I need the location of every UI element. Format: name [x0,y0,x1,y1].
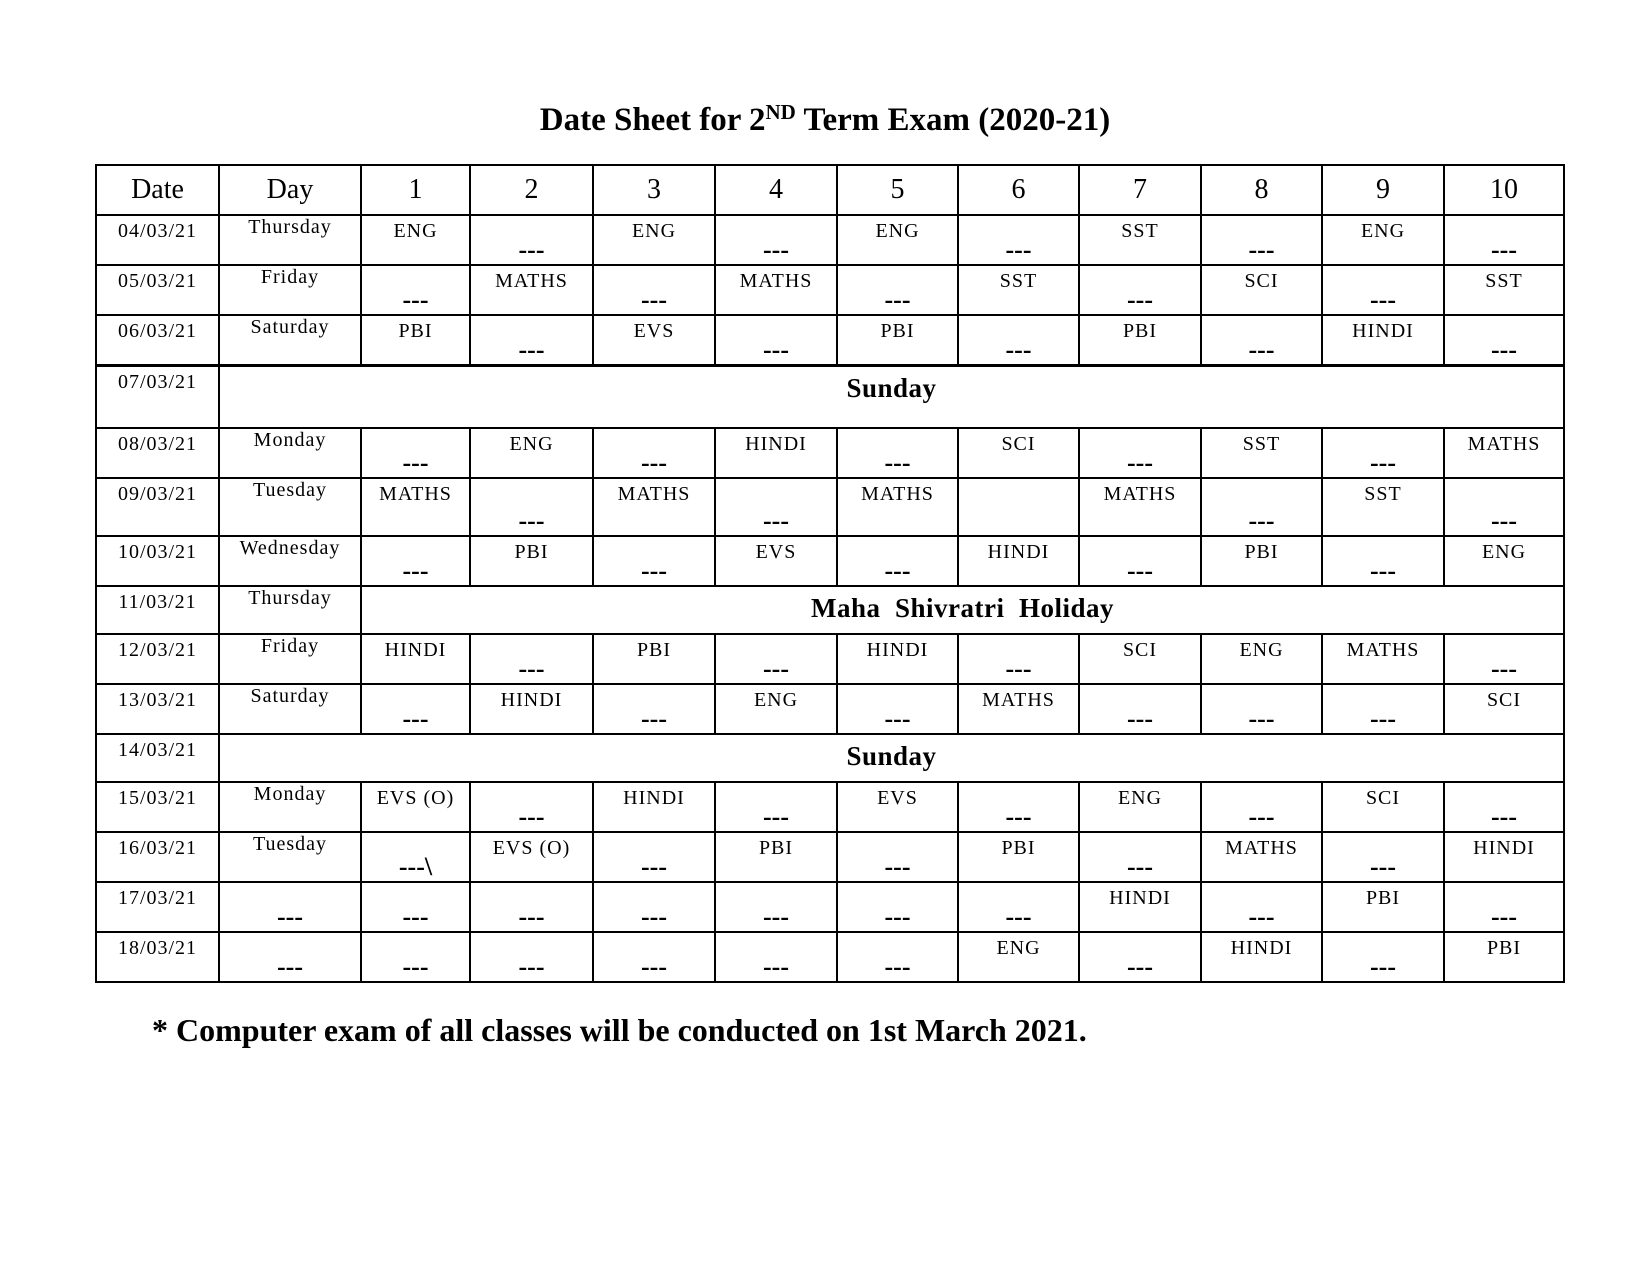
title-suffix: Term Exam (2020-21) [795,102,1111,138]
no-exam-marker: --- [763,654,789,683]
no-exam-cell [958,634,1079,684]
no-exam-marker: --- [1127,448,1153,477]
day-cell: Wednesday [219,536,361,586]
table-row [96,782,1564,832]
date-cell: 13/03/21 [96,684,219,734]
subject-cell: MATHS [1444,428,1564,478]
no-exam-marker: --- [1005,235,1032,264]
no-exam-marker: --- [763,902,789,931]
subject-cell: SST [1444,265,1564,315]
table-row [96,265,1564,315]
date-sheet-table [95,164,1565,983]
no-exam-marker: --- [641,902,667,931]
table-row [96,428,1564,478]
table-row [96,478,1564,536]
no-exam-marker: --- [641,952,667,981]
table-row [96,215,1564,265]
subject-cell: PBI [1322,882,1444,932]
date-cell: 05/03/21 [96,265,219,315]
no-exam-marker: ---\ [398,852,433,881]
date-cell: 08/03/21 [96,428,219,478]
date-cell: 12/03/21 [96,634,219,684]
day-cell: Thursday [219,215,361,265]
no-exam-cell [361,265,470,315]
subject-cell: ENG [1079,782,1201,832]
date-cell: 10/03/21 [96,536,219,586]
day-cell: Friday [219,634,361,684]
no-exam-cell [593,536,715,586]
no-exam-marker: --- [1005,334,1032,364]
title-prefix: Date Sheet for 2 [539,102,766,138]
no-exam-cell [715,215,837,265]
table-row [96,832,1564,882]
subject-cell: MATHS [470,265,593,315]
table-row [96,365,1564,428]
no-exam-marker: --- [402,556,429,585]
no-exam-cell [470,478,593,536]
subject-cell: PBI [1079,315,1201,365]
date-sheet-body [96,165,1564,982]
table-row [96,734,1564,782]
no-exam-marker: --- [518,952,545,981]
subject-cell: MATHS [593,478,715,536]
subject-cell: PBI [715,832,837,882]
page-title [0,100,1650,140]
table-row [96,634,1564,684]
no-exam-marker: --- [641,448,667,477]
subject-cell: HINDI [1444,832,1564,882]
day-cell: Thursday [219,586,361,634]
no-exam-cell [837,428,958,478]
subject-cell: SCI [1079,634,1201,684]
date-cell: 04/03/21 [96,215,219,265]
header-cell: 7 [1079,165,1201,215]
table-row [96,684,1564,734]
subject-cell: PBI [593,634,715,684]
no-exam-cell [593,882,715,932]
subject-cell: ENG [593,215,715,265]
no-exam-cell [837,932,958,982]
subject-cell: MATHS [837,478,958,536]
no-exam-cell [1201,782,1322,832]
no-exam-cell [715,315,837,365]
subject-cell: EVS [837,782,958,832]
subject-cell: PBI [361,315,470,365]
table-row [96,536,1564,586]
subject-cell: ENG [1201,634,1322,684]
no-exam-cell [1322,428,1444,478]
date-cell: 17/03/21 [96,882,219,932]
no-exam-marker: --- [884,852,911,881]
holiday-cell: Sunday [219,734,1564,782]
table-row [96,586,1564,634]
table-row [96,315,1564,365]
no-exam-marker: --- [1491,334,1517,364]
no-exam-cell [1322,265,1444,315]
no-exam-cell [1444,882,1564,932]
holiday-cell: Sunday [219,365,1564,428]
no-exam-cell [1444,315,1564,365]
subject-cell: PBI [1444,932,1564,982]
no-exam-cell [1322,832,1444,882]
no-exam-cell [470,634,593,684]
no-exam-marker: --- [277,902,303,931]
no-exam-marker: --- [402,704,429,733]
table-row [96,882,1564,932]
no-exam-cell [1079,932,1201,982]
no-exam-marker: --- [1491,506,1517,535]
header-cell: 5 [837,165,958,215]
header-cell: 2 [470,165,593,215]
date-cell: 15/03/21 [96,782,219,832]
subject-cell: HINDI [958,536,1079,586]
subject-cell: PBI [1201,536,1322,586]
date-cell: 06/03/21 [96,315,219,365]
subject-cell: ENG [837,215,958,265]
no-exam-marker: --- [1248,506,1275,535]
subject-cell: ENG [470,428,593,478]
header-cell: 6 [958,165,1079,215]
no-exam-marker: --- [884,704,911,733]
no-exam-cell [470,315,593,365]
no-exam-marker: --- [1491,802,1517,831]
no-exam-marker: --- [518,506,545,535]
subject-cell: ENG [1322,215,1444,265]
subject-cell: HINDI [1322,315,1444,365]
date-cell: 11/03/21 [96,586,219,634]
footnote: * Computer exam of all classes will be conducted on 1st March 2021. [152,1012,1087,1048]
subject-cell: ENG [1444,536,1564,586]
no-exam-marker: --- [1127,704,1153,733]
date-cell: 14/03/21 [96,734,219,782]
no-exam-marker: --- [641,852,667,881]
no-exam-marker: --- [1248,802,1275,831]
no-exam-cell [361,832,470,882]
no-exam-cell [470,882,593,932]
no-exam-marker: --- [402,952,429,981]
subject-cell: SCI [1201,265,1322,315]
no-exam-cell [837,882,958,932]
subject-cell: PBI [837,315,958,365]
header-row [96,165,1564,215]
no-exam-cell [715,634,837,684]
no-exam-marker: --- [763,802,789,831]
subject-cell: MATHS [1079,478,1201,536]
no-exam-cell [1444,782,1564,832]
subject-cell: HINDI [715,428,837,478]
no-exam-cell [1201,882,1322,932]
subject-cell: PBI [958,832,1079,882]
no-exam-cell [219,932,361,982]
no-exam-cell [958,882,1079,932]
header-cell: 10 [1444,165,1564,215]
no-exam-marker: --- [1370,952,1396,981]
day-cell: Tuesday [219,832,361,882]
no-exam-marker: --- [518,334,545,364]
no-exam-cell [837,832,958,882]
no-exam-cell [361,536,470,586]
no-exam-marker: --- [884,448,911,477]
day-cell: Saturday [219,315,361,365]
no-exam-cell [715,782,837,832]
no-exam-marker: --- [1005,802,1032,831]
no-exam-marker: --- [641,556,667,585]
subject-cell: SCI [958,428,1079,478]
no-exam-marker: --- [518,902,545,931]
no-exam-cell [593,428,715,478]
no-exam-cell [593,684,715,734]
no-exam-marker: --- [1127,952,1153,981]
subject-cell: SST [1079,215,1201,265]
no-exam-cell [837,536,958,586]
no-exam-marker: --- [1248,334,1275,364]
subject-cell: MATHS [1201,832,1322,882]
day-cell: Monday [219,428,361,478]
day-cell: Friday [219,265,361,315]
no-exam-cell [715,478,837,536]
no-exam-cell [1079,684,1201,734]
no-exam-marker: --- [1491,654,1517,683]
no-exam-marker: --- [763,952,789,981]
no-exam-cell [1201,684,1322,734]
no-exam-cell [1201,215,1322,265]
no-exam-marker: --- [1248,235,1275,264]
no-exam-marker: --- [1248,704,1275,733]
subject-cell: EVS (O) [361,782,470,832]
header-cell: 9 [1322,165,1444,215]
no-exam-marker: --- [763,235,789,264]
no-exam-cell [958,215,1079,265]
no-exam-cell [361,882,470,932]
no-exam-marker: --- [1491,235,1517,264]
subject-cell [958,478,1079,536]
no-exam-marker: --- [1491,902,1517,931]
header-cell: 3 [593,165,715,215]
no-exam-marker: --- [884,952,911,981]
no-exam-marker: --- [1005,654,1032,683]
no-exam-cell [593,932,715,982]
no-exam-cell [470,782,593,832]
no-exam-marker: --- [641,285,667,314]
no-exam-marker: --- [402,285,429,314]
no-exam-marker: --- [763,334,789,364]
no-exam-marker: --- [402,902,429,931]
subject-cell: SST [1322,478,1444,536]
subject-cell: EVS (O) [470,832,593,882]
no-exam-cell [470,215,593,265]
no-exam-cell [715,932,837,982]
date-cell: 09/03/21 [96,478,219,536]
no-exam-marker: --- [1370,852,1396,881]
no-exam-cell [1322,536,1444,586]
subject-cell: SST [958,265,1079,315]
no-exam-cell [1201,315,1322,365]
header-cell: Date [96,165,219,215]
no-exam-marker: --- [884,556,911,585]
no-exam-marker: --- [884,902,911,931]
header-cell: 4 [715,165,837,215]
no-exam-cell [361,932,470,982]
subject-cell: SCI [1444,684,1564,734]
subject-cell: MATHS [958,684,1079,734]
no-exam-cell [1079,428,1201,478]
subject-cell: HINDI [361,634,470,684]
no-exam-cell [1201,478,1322,536]
no-exam-cell [958,782,1079,832]
no-exam-cell [1444,634,1564,684]
no-exam-cell [361,684,470,734]
no-exam-cell [593,832,715,882]
no-exam-marker: --- [641,704,667,733]
no-exam-cell [1444,215,1564,265]
no-exam-marker: --- [518,235,545,264]
subject-cell: HINDI [1079,882,1201,932]
subject-cell: HINDI [1201,932,1322,982]
no-exam-cell [1444,478,1564,536]
no-exam-cell [1079,536,1201,586]
no-exam-marker: --- [1370,704,1396,733]
day-cell: Tuesday [219,478,361,536]
day-cell: Saturday [219,684,361,734]
no-exam-marker: --- [884,285,911,314]
no-exam-marker: --- [1127,285,1153,314]
subject-cell: PBI [470,536,593,586]
no-exam-marker: --- [402,448,429,477]
no-exam-marker: --- [1370,448,1396,477]
no-exam-cell [1079,265,1201,315]
no-exam-cell [837,265,958,315]
no-exam-marker: --- [1370,285,1396,314]
no-exam-marker: --- [1248,902,1275,931]
no-exam-cell [1322,932,1444,982]
no-exam-cell [1079,832,1201,882]
title-superscript: ND [765,100,796,124]
subject-cell: MATHS [1322,634,1444,684]
subject-cell: MATHS [361,478,470,536]
date-cell: 07/03/21 [96,365,219,428]
subject-cell: ENG [361,215,470,265]
subject-cell: EVS [593,315,715,365]
subject-cell: HINDI [837,634,958,684]
no-exam-marker: --- [1127,852,1153,881]
date-cell: 16/03/21 [96,832,219,882]
header-cell: 1 [361,165,470,215]
no-exam-marker: --- [763,506,789,535]
no-exam-cell [219,882,361,932]
no-exam-marker: --- [1005,902,1032,931]
subject-cell: HINDI [470,684,593,734]
subject-cell: EVS [715,536,837,586]
header-cell: 8 [1201,165,1322,215]
header-cell: Day [219,165,361,215]
holiday-cell: Maha Shivratri Holiday [361,586,1564,634]
day-cell: Monday [219,782,361,832]
no-exam-cell [958,315,1079,365]
no-exam-marker: --- [518,654,545,683]
table-row [96,932,1564,982]
no-exam-marker: --- [277,952,303,981]
no-exam-marker: --- [1370,556,1396,585]
no-exam-cell [593,265,715,315]
no-exam-cell [837,684,958,734]
no-exam-cell [715,882,837,932]
no-exam-cell [361,428,470,478]
no-exam-cell [1322,684,1444,734]
subject-cell: ENG [715,684,837,734]
no-exam-marker: --- [518,802,545,831]
subject-cell: MATHS [715,265,837,315]
no-exam-marker: --- [1127,556,1153,585]
subject-cell: SCI [1322,782,1444,832]
subject-cell: HINDI [593,782,715,832]
subject-cell: ENG [958,932,1079,982]
subject-cell: SST [1201,428,1322,478]
no-exam-cell [470,932,593,982]
date-cell: 18/03/21 [96,932,219,982]
